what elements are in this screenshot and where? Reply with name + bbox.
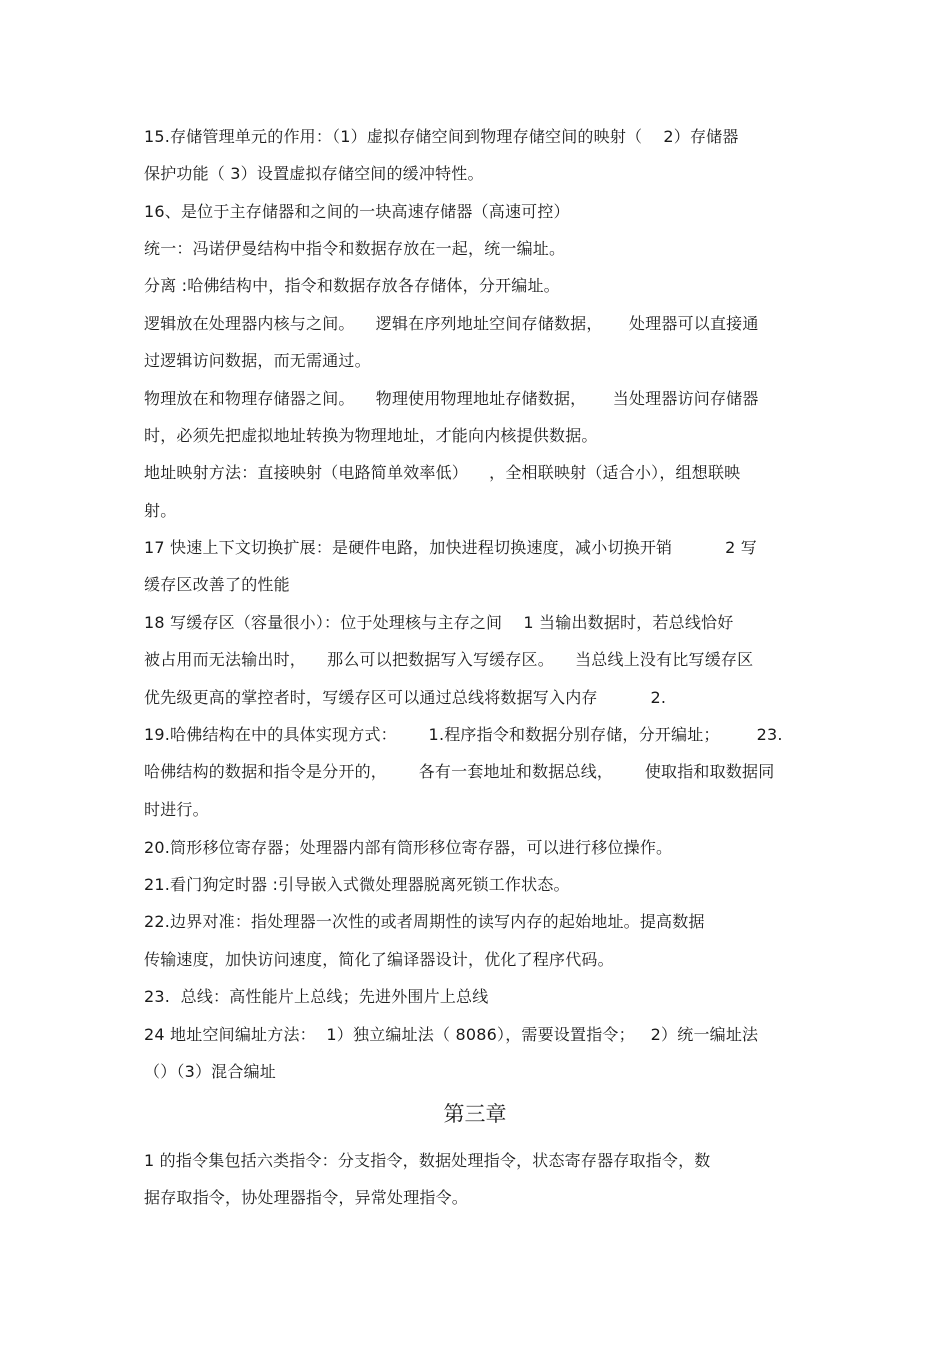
text-line: 据存取指令，协处理器指令，异常处理指令。 (144, 1188, 469, 1207)
text-line: 物理放在和物理存储器之间。 物理使用物理地址存储数据， 当处理器访问存储器 (144, 389, 759, 408)
text-line: 19.哈佛结构在中的具体实现方式： 1.程序指令和数据分别存储，分开编址； 23. (144, 725, 783, 744)
text-line: 优先级更高的掌控者时，写缓存区可以通过总线将数据写入内存 2. (144, 688, 667, 707)
text-line: 缓存区改善了的性能 (144, 575, 290, 594)
text-line: 15.存储管理单元的作用：（1）虚拟存储空间到物理存储空间的映射（ 2）存储器 (144, 127, 739, 146)
text-line: 时，必须先把虚拟地址转换为物理地址，才能向内核提供数据。 (144, 426, 598, 445)
text-line: 21.看门狗定时器 :引导嵌入式微处理器脱离死锁工作状态。 (144, 875, 570, 894)
text-line: 保护功能（ 3）设置虚拟存储空间的缓冲特性。 (144, 164, 484, 183)
text-line: 地址映射方法：直接映射（电路简单效率低） ，全相联映射（适合小），组想联映 (144, 463, 741, 482)
text-line: 逻辑放在处理器内核与之间。 逻辑在序列地址空间存储数据， 处理器可以直接通 (144, 314, 759, 333)
text-line: 哈佛结构的数据和指令是分开的， 各有一套地址和数据总线， 使取指和取数据同 (144, 762, 775, 781)
text-line: （）（3）混合编址 (144, 1062, 276, 1081)
text-line: 18 写缓存区（容量很小）：位于处理核与主存之间 1 当输出数据时，若总线恰好 (144, 613, 734, 632)
text-line: 时进行。 (144, 800, 209, 819)
text-line: 被占用而无法输出时， 那么可以把数据写入写缓存区。 当总线上没有比写缓存区 (144, 650, 754, 669)
text-line: 23. 总线：高性能片上总线；先进外围片上总线 (144, 987, 489, 1006)
text-line: 16、是位于主存储器和之间的一块高速存储器（高速可控） (144, 202, 570, 221)
text-line: 传输速度，加快访问速度，简化了编译器设计，优化了程序代码。 (144, 950, 614, 969)
text-line: 20.筒形移位寄存器；处理器内部有筒形移位寄存器，可以进行移位操作。 (144, 838, 673, 857)
text-line: 1 的指令集包括六类指令：分支指令，数据处理指令，状态寄存器存取指令，数 (144, 1151, 711, 1170)
text-line: 17 快速上下文切换扩展：是硬件电路，加快进程切换速度，减小切换开销 2 写 (144, 538, 757, 557)
text-line: 分离 :哈佛结构中，指令和数据存放各存储体，分开编址。 (144, 276, 560, 295)
text-line: 射。 (144, 501, 177, 520)
chapter-heading: 第三章 (443, 1102, 507, 1126)
text-line: 22.边界对准：指处理器一次性的或者周期性的读写内存的起始地址。提高数据 (144, 912, 705, 931)
text-line: 统一：冯诺伊曼结构中指令和数据存放在一起，统一编址。 (144, 239, 566, 258)
text-line: 过逻辑访问数据，而无需通过。 (144, 351, 371, 370)
text-line: 24 地址空间编址方法： 1）独立编址法（ 8086），需要设置指令； 2）统一编址法 (144, 1025, 759, 1044)
